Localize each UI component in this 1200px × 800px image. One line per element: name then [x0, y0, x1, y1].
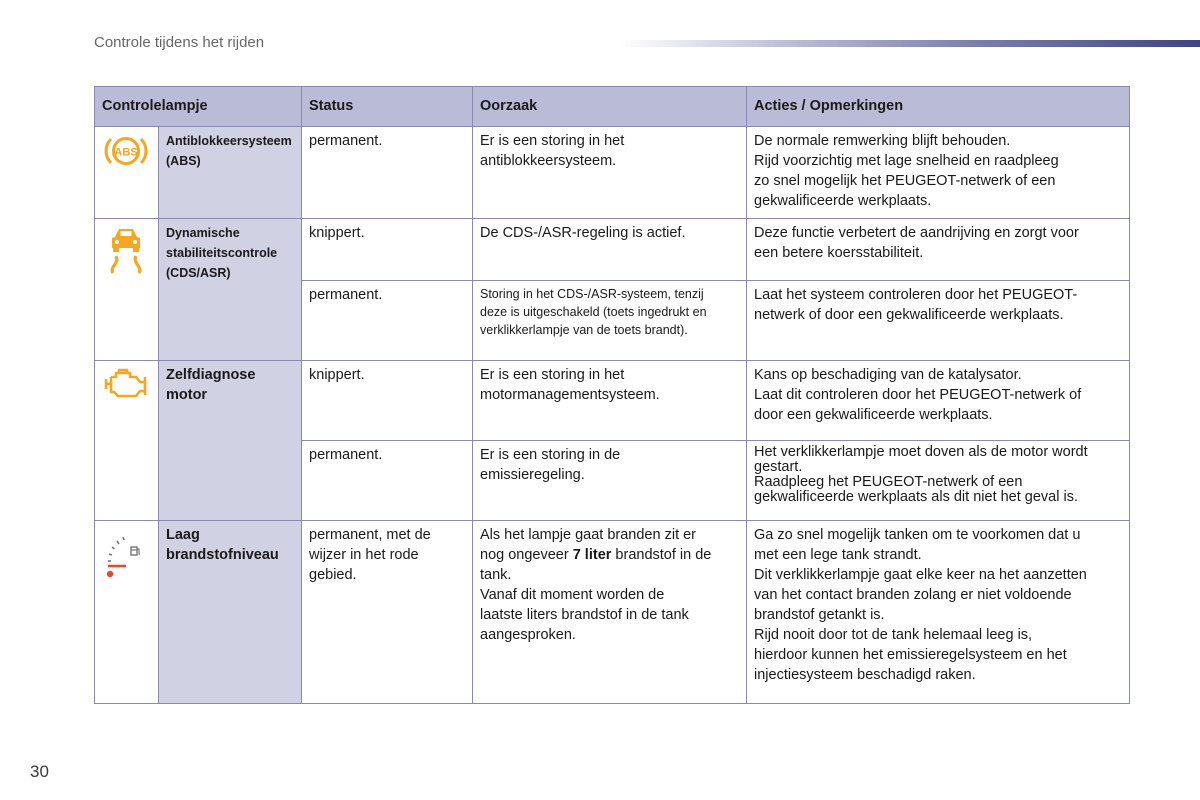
header-decoration-bar [620, 40, 1200, 47]
table-row [95, 361, 1130, 441]
engine-check-icon [102, 365, 150, 401]
cause-line [480, 545, 738, 565]
column-header-status: Status [302, 87, 473, 127]
lamp-name-line: motor [166, 387, 208, 403]
cause-line: verklikkerlampje van de toets brandt). [480, 323, 688, 337]
lamp-name-cell [159, 521, 302, 704]
page-number: 30 [30, 762, 49, 781]
cause-text: brandstof in de [611, 547, 712, 563]
cause-line: emissieregeling. [480, 467, 585, 483]
actions-line: Kans op beschadiging van de katalysator. [754, 367, 1022, 383]
actions-line: Dit verklikkerlampje gaat elke keer na het aanzetten [754, 567, 1087, 583]
actions-line: Laat het systeem controleren door het PEUGEOT- [754, 287, 1078, 303]
cause-line: laatste liters brandstof in de tank [480, 607, 689, 623]
cause-cell [473, 361, 747, 441]
cause-line: Storing in het CDS-/ASR-systeem, tenzij [480, 287, 704, 301]
stability-control-icon [102, 223, 150, 275]
cause-line: Als het lampje gaat branden zit er [480, 527, 697, 543]
status-cell: permanent. [302, 281, 473, 361]
status-cell: permanent. [302, 441, 473, 521]
column-header-cause: Oorzaak [473, 87, 747, 127]
fuel-gauge-icon [102, 525, 150, 577]
lamp-name-line: (CDS/ASR) [166, 266, 231, 280]
actions-line: netwerk of door een gekwalificeerde werkplaats. [754, 307, 1064, 323]
cause-line: deze is uitgeschakeld (toets ingedrukt en [480, 305, 707, 319]
table-row [95, 127, 1130, 219]
actions-line: De normale remwerking blijft behouden. [754, 133, 1011, 149]
actions-cell [747, 521, 1130, 704]
column-header-actions: Acties / Opmerkingen [747, 87, 1130, 127]
actions-line: gekwalificeerde werkplaats. [754, 193, 932, 209]
abs-warning-icon [102, 131, 150, 171]
cause-line: Vanaf dit moment worden de [480, 587, 665, 603]
lamp-icon-cell [95, 521, 159, 704]
cause-cell [473, 219, 747, 281]
lamp-icon-cell [95, 361, 159, 521]
actions-line: van het contact branden zolang er niet voldoende [754, 587, 1072, 603]
actions-line: gekwalificeerde werkplaats als dit niet het geval is. [754, 489, 1078, 505]
lamp-name-line: Zelfdiagnose [166, 367, 256, 383]
actions-line: Laat dit controleren door het PEUGEOT-netwerk of [754, 387, 1082, 403]
status-line: wijzer in het rode [309, 547, 419, 563]
cause-cell [473, 521, 747, 704]
cause-line: tank. [480, 567, 512, 583]
cause-line: motormanagementsysteem. [480, 387, 660, 403]
table-row [95, 521, 1130, 704]
actions-cell [747, 127, 1130, 219]
status-cell: knippert. [302, 361, 473, 441]
lamp-name-line: brandstofniveau [166, 547, 279, 563]
status-cell: knippert. [302, 219, 473, 281]
status-cell: permanent. [302, 127, 473, 219]
page-header-title: Controle tijdens het rijden [94, 34, 265, 51]
warning-lamps-table [94, 86, 1130, 704]
actions-line: hierdoor kunnen het emissieregelsysteem en het [754, 647, 1067, 663]
column-header-lamp: Controlelampje [95, 87, 302, 127]
cause-line: Er is een storing in de [480, 447, 621, 463]
lamp-icon-cell [95, 127, 159, 219]
lamp-name-line: Laag [166, 527, 200, 543]
actions-line: brandstof getankt is. [754, 607, 885, 623]
actions-line: Ga zo snel mogelijk tanken om te voorkomen dat u [754, 527, 1081, 543]
svg-text:ABS: ABS [114, 146, 138, 159]
lamp-name-line: Dynamische [166, 226, 240, 240]
status-line: permanent, met de [309, 527, 431, 543]
actions-cell [747, 441, 1130, 521]
actions-line: injectiesysteem beschadigd raken. [754, 667, 976, 683]
actions-line: Deze functie verbetert de aandrijving en zorgt voor [754, 225, 1079, 241]
lamp-name-cell [159, 219, 302, 361]
cause-cell [473, 127, 747, 219]
cause-text: nog ongeveer [480, 547, 573, 563]
cause-cell [473, 441, 747, 521]
status-line: gebied. [309, 567, 357, 583]
table-row [95, 219, 1130, 281]
actions-cell [747, 219, 1130, 281]
actions-line: zo snel mogelijk het PEUGEOT-netwerk of een [754, 173, 1056, 189]
cause-line: Er is een storing in het [480, 367, 625, 383]
cause-line: De CDS-/ASR-regeling is actief. [480, 225, 686, 241]
cause-cell [473, 281, 747, 361]
actions-line: gestart. [754, 459, 803, 475]
status-cell [302, 521, 473, 704]
actions-line: Raadpleeg het PEUGEOT-netwerk of een [754, 474, 1023, 490]
actions-cell [747, 361, 1130, 441]
actions-cell [747, 281, 1130, 361]
actions-line: een betere koersstabiliteit. [754, 245, 924, 261]
actions-line: Het verklikkerlampje moet doven als de motor wordt [754, 444, 1088, 460]
actions-line: Rijd voorzichtig met lage snelheid en raadpleeg [754, 153, 1059, 169]
actions-line: door een gekwalificeerde werkplaats. [754, 407, 993, 423]
actions-line: Rijd nooit door tot de tank helemaal leeg is, [754, 627, 1033, 643]
fuel-amount: 7 liter [572, 547, 612, 563]
lamp-name-cell [159, 127, 302, 219]
lamp-name-line: stabiliteitscontrole [166, 246, 278, 260]
actions-line: met een lege tank strandt. [754, 547, 922, 563]
cause-line: Er is een storing in het [480, 133, 625, 149]
lamp-name-cell [159, 361, 302, 521]
lamp-name-line: Antiblokkeersysteem [166, 134, 292, 148]
lamp-name-line: (ABS) [166, 154, 201, 168]
cause-line: aangesproken. [480, 627, 576, 643]
lamp-icon-cell [95, 219, 159, 361]
table-header-row [95, 87, 1130, 127]
cause-line: antiblokkeersysteem. [480, 153, 617, 169]
